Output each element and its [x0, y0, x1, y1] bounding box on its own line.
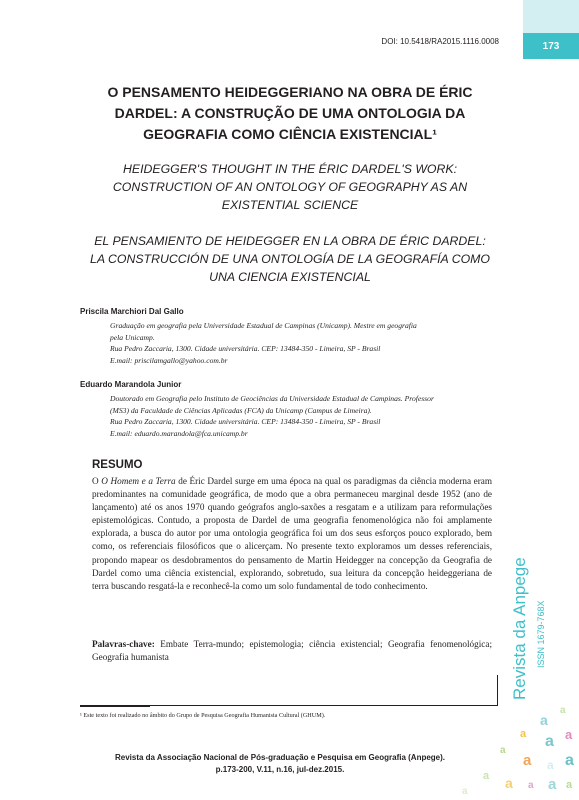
keywords-label: Palavras-chave:: [92, 639, 155, 649]
title-es-line: UNA CIENCIA EXISTENCIAL: [209, 270, 371, 284]
issn-vertical: ISSN 1679-768X: [536, 600, 546, 668]
title-line: DARDEL: A CONSTRUÇÃO DE UMA ONTOLOGIA DA: [114, 105, 466, 121]
abstract-lead: O: [92, 476, 102, 486]
doi-label: DOI: 10.5418/RA2015.1116.0008: [381, 37, 499, 46]
abstract-heading: RESUMO: [92, 459, 143, 471]
title-en-line: CONSTRUCTION OF AN ONTOLOGY OF GEOGRAPHY AS AN: [112, 180, 468, 194]
page-tab-background: [523, 0, 579, 33]
title-es-line: EL PENSAMIENTO DE HEIDEGGER EN LA OBRA DE ÉRIC DARDEL:: [94, 234, 486, 248]
affiliation-line: Rua Pedro Zaccaria, 1300. Cidade universitária. CEP: 13484-350 - Limeira, SP - Brasil: [110, 417, 381, 426]
abstract-frame-rule: [80, 675, 498, 706]
abstract-text: [92, 475, 492, 593]
keywords: [92, 638, 492, 664]
footnote-rule: [80, 706, 150, 707]
footer-citation: p.173-200, V.11, n.16, jul-dez.2015.: [215, 765, 345, 774]
title-spanish: [60, 232, 520, 286]
author-name: Priscila Marchiori Dal Gallo: [80, 307, 184, 316]
abstract-work-title: O Homem e a Terra: [101, 476, 176, 486]
author-affiliation: [110, 393, 510, 439]
keywords-text: Embate Terra-mundo; epistemologia; ciência existencial; Geografia fenomenológica; Geografia humanista: [92, 639, 492, 663]
author-email: E.mail: priscilamgallo@yahoo.com.br: [110, 355, 228, 365]
title-en-line: HEIDEGGER'S THOUGHT IN THE ÉRIC DARDEL'S WORK:: [122, 162, 457, 176]
title-english: [60, 160, 520, 214]
footnote: ¹ Este texto foi realizado no âmbito do Grupo de Pesquisa Geografia Humanista Cultural (GHUM).: [80, 712, 326, 719]
affiliation-line: (MS3) da Faculdade de Ciências Aplicadas (FCA) da Unicamp (Campus de Limeira).: [110, 405, 372, 415]
affiliation-line: pela Unicamp.: [110, 332, 155, 342]
author-name: Eduardo Marandola Junior: [80, 380, 182, 389]
title-es-line: LA CONSTRUCCIÓN DE UNA ONTOLOGÍA DE LA GEOGRAFÍA COMO: [90, 252, 490, 266]
page-number: 173: [523, 33, 579, 59]
title-line: O PENSAMENTO HEIDEGGERIANO NA OBRA DE ÉRIC: [107, 84, 473, 100]
affiliation-line: Rua Pedro Zaccaria, 1300. Cidade universitária. CEP: 13484-350 - Limeira, SP - Brasil: [110, 344, 381, 353]
author-affiliation: [110, 320, 510, 366]
article-title: [70, 82, 510, 145]
affiliation-line: Graduação em geografia pela Universidade Estadual de Campinas (Unicamp). Mestre em geografia: [110, 321, 417, 330]
title-line: GEOGRAFIA COMO CIÊNCIA EXISTENCIAL¹: [143, 126, 437, 142]
abstract-body: de Éric Dardel surge em uma época na qual os paradigmas da ciência moderna eram predominantes na comunidade geográfica, de modo que a obra permaneceu marginal desde 1952 (ano de lançamento) até os anos 1970 quando geógrafos anglo-saxões a resgatam e a utilizam para reformulações epistemológicas. Contudo, a proposta de Dardel de uma geografia fenomenológica não foi amplamente explorada, a busca do autor por uma ontologia geográfica foi um dos seus esforços pouco explorado, bem como, os referenciais filosóficos que o alicerçam. No presente texto exploramos um desses referenciais, propondo mapear os desdobramentos do pensamento de Martin Heidegger na concepção da Geografia de Dardel como uma ciência existencial, explorando, sobretudo, sua leitura da concepção heideggeriana de terra buscando resgatá-la e reconhecê-la como um solo fundamental de todo conhecimento.: [92, 476, 492, 591]
author-email: E.mail: eduardo.marandola@fca.unicamp.br: [110, 428, 248, 438]
affiliation-line: Doutorado em Geografia pelo Instituto de Geociências da Universidade Estadual de Campinas. Professor: [110, 394, 434, 403]
footer-journal: Revista da Associação Nacional de Pós-graduação e Pesquisa em Geografia (Anpege).: [114, 753, 446, 762]
journal-name-vertical: Revista da Anpege: [510, 557, 529, 700]
title-en-line: EXISTENTIAL SCIENCE: [221, 198, 359, 212]
